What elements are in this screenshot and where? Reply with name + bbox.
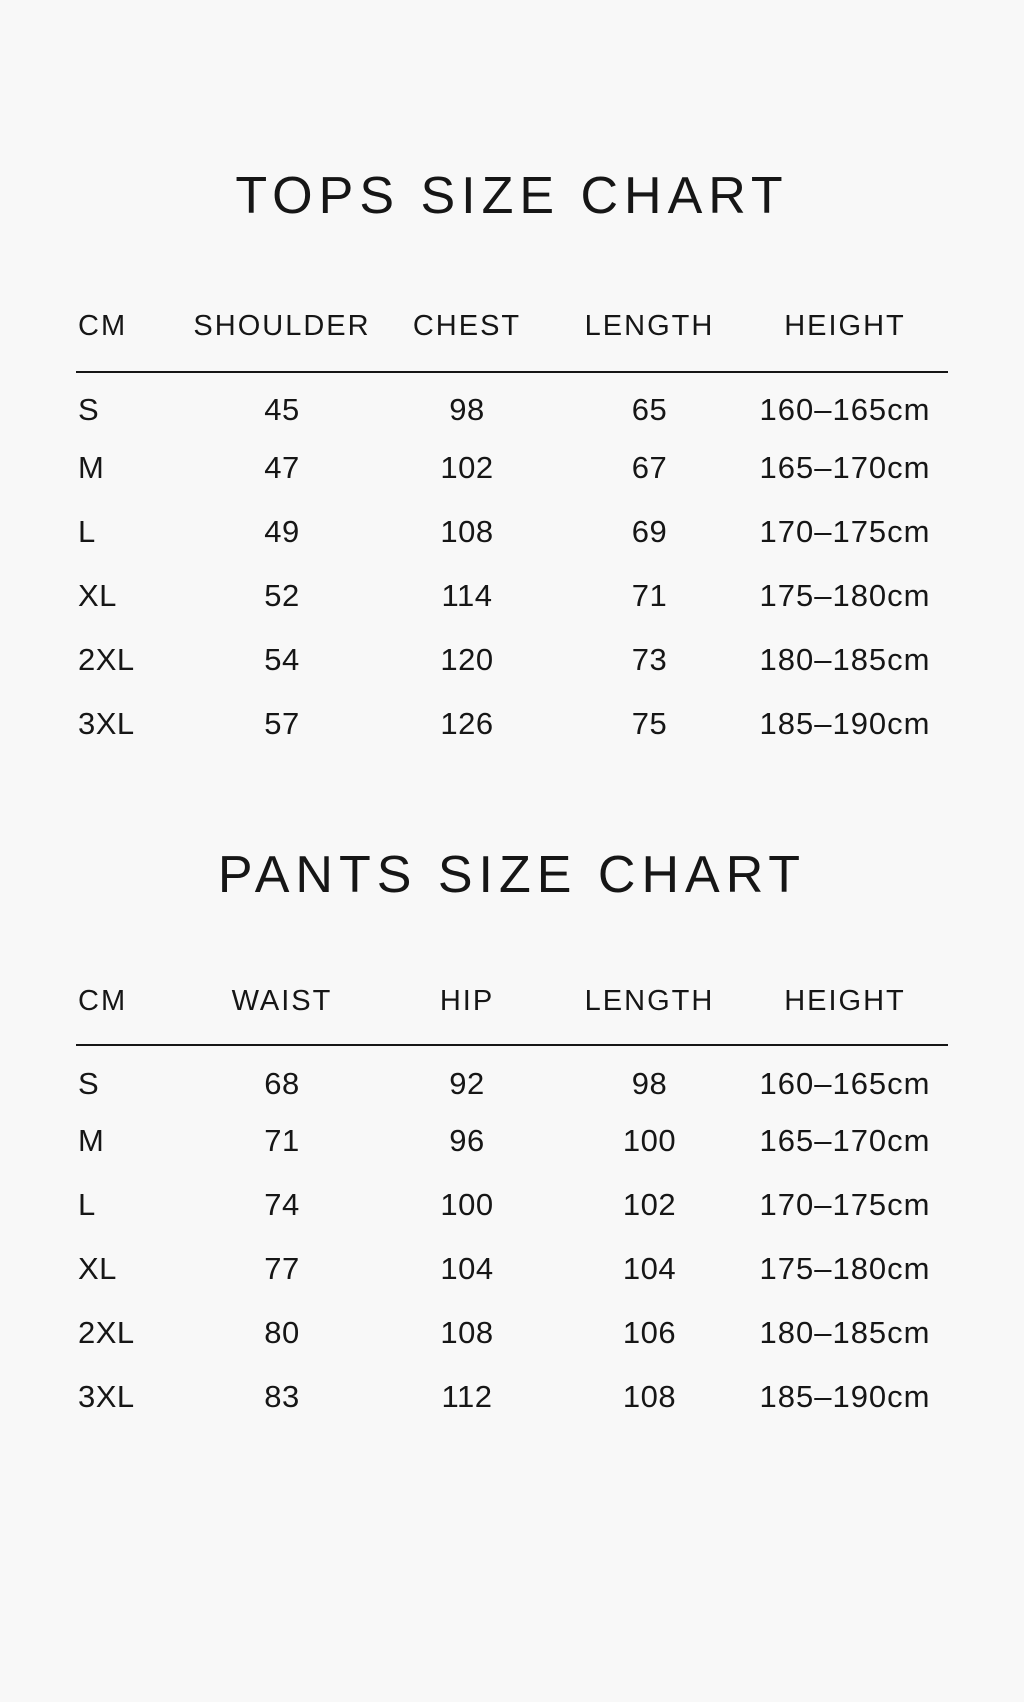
value-cell: 175–180cm xyxy=(759,1251,931,1286)
tops-size-table xyxy=(76,226,948,756)
size-cell: M xyxy=(78,1123,105,1158)
size-cell: S xyxy=(78,392,100,427)
value-cell: 106 xyxy=(622,1315,677,1350)
value-cell: 68 xyxy=(264,1066,300,1101)
tops-col-header-length: LENGTH xyxy=(557,226,742,372)
value-cell: 175–180cm xyxy=(759,578,931,613)
value-cell: 71 xyxy=(264,1123,300,1158)
value-cell: 108 xyxy=(440,1315,494,1350)
value-cell: 52 xyxy=(264,578,300,613)
size-cell: 2XL xyxy=(78,642,135,677)
pants-col-header-height: HEIGHT xyxy=(742,905,948,1045)
value-cell: 160–165cm xyxy=(759,1066,931,1101)
size-cell: L xyxy=(78,1187,96,1222)
value-cell: 120 xyxy=(440,642,494,677)
value-cell: 180–185cm xyxy=(759,1315,931,1350)
value-cell: 47 xyxy=(264,450,300,485)
tops-chart-title: TOPS SIZE CHART xyxy=(235,167,789,225)
tops-col-header-cm: CM xyxy=(76,226,187,372)
value-cell: 185–190cm xyxy=(759,706,931,741)
table-row xyxy=(76,1301,948,1365)
table-row xyxy=(76,1109,948,1173)
pants-chart-title: PANTS SIZE CHART xyxy=(217,846,807,904)
value-cell: 104 xyxy=(622,1251,677,1286)
value-cell: 67 xyxy=(631,450,668,485)
table-row xyxy=(76,1045,948,1109)
value-cell: 102 xyxy=(440,450,494,485)
value-cell: 108 xyxy=(440,514,494,549)
pants-header-row xyxy=(76,905,948,1045)
pants-col-header-cm: CM xyxy=(76,905,187,1045)
value-cell: 102 xyxy=(622,1187,677,1222)
size-cell: 3XL xyxy=(78,1379,135,1414)
size-cell: S xyxy=(78,1066,100,1101)
tops-col-header-height: HEIGHT xyxy=(742,226,948,372)
value-cell: 71 xyxy=(631,578,668,613)
value-cell: 74 xyxy=(264,1187,300,1222)
value-cell: 100 xyxy=(440,1187,494,1222)
size-cell: XL xyxy=(78,578,117,613)
value-cell: 104 xyxy=(440,1251,494,1286)
value-cell: 75 xyxy=(631,706,668,741)
value-cell: 98 xyxy=(449,392,485,427)
size-chart-page xyxy=(0,166,1024,1702)
table-row xyxy=(76,564,948,628)
value-cell: 114 xyxy=(441,578,493,613)
value-cell: 96 xyxy=(449,1123,485,1158)
value-cell: 49 xyxy=(264,514,300,549)
value-cell: 73 xyxy=(631,642,668,677)
pants-size-table xyxy=(76,905,948,1429)
value-cell: 165–170cm xyxy=(759,1123,931,1158)
value-cell: 65 xyxy=(631,392,668,427)
table-row xyxy=(76,372,948,436)
value-cell: 77 xyxy=(264,1251,300,1286)
table-row xyxy=(76,628,948,692)
size-cell: M xyxy=(78,450,105,485)
tops-header-row xyxy=(76,226,948,372)
value-cell: 83 xyxy=(264,1379,300,1414)
value-cell: 126 xyxy=(440,706,494,741)
value-cell: 170–175cm xyxy=(759,1187,931,1222)
value-cell: 180–185cm xyxy=(759,642,931,677)
value-cell: 80 xyxy=(264,1315,300,1350)
pants-col-header-length: LENGTH xyxy=(557,905,742,1045)
size-cell: XL xyxy=(78,1251,117,1286)
size-cell: 3XL xyxy=(78,706,135,741)
value-cell: 108 xyxy=(622,1379,677,1414)
table-row xyxy=(76,500,948,564)
value-cell: 165–170cm xyxy=(759,450,931,485)
value-cell: 69 xyxy=(631,514,668,549)
value-cell: 54 xyxy=(264,642,300,677)
table-row xyxy=(76,1365,948,1429)
tops-col-header-chest: CHEST xyxy=(377,226,557,372)
table-row xyxy=(76,692,948,756)
value-cell: 92 xyxy=(449,1066,485,1101)
value-cell: 160–165cm xyxy=(759,392,931,427)
table-row xyxy=(76,436,948,500)
pants-col-header-waist: WAIST xyxy=(187,905,377,1045)
table-row xyxy=(76,1173,948,1237)
value-cell: 57 xyxy=(264,706,300,741)
value-cell: 98 xyxy=(631,1066,668,1101)
table-row xyxy=(76,1237,948,1301)
tops-col-header-shoulder: SHOULDER xyxy=(187,226,377,372)
size-cell: L xyxy=(78,514,96,549)
value-cell: 185–190cm xyxy=(759,1379,931,1414)
value-cell: 45 xyxy=(264,392,300,427)
value-cell: 112 xyxy=(441,1379,493,1414)
pants-col-header-hip: HIP xyxy=(377,905,557,1045)
value-cell: 100 xyxy=(622,1123,677,1158)
value-cell: 170–175cm xyxy=(759,514,931,549)
size-cell: 2XL xyxy=(78,1315,135,1350)
